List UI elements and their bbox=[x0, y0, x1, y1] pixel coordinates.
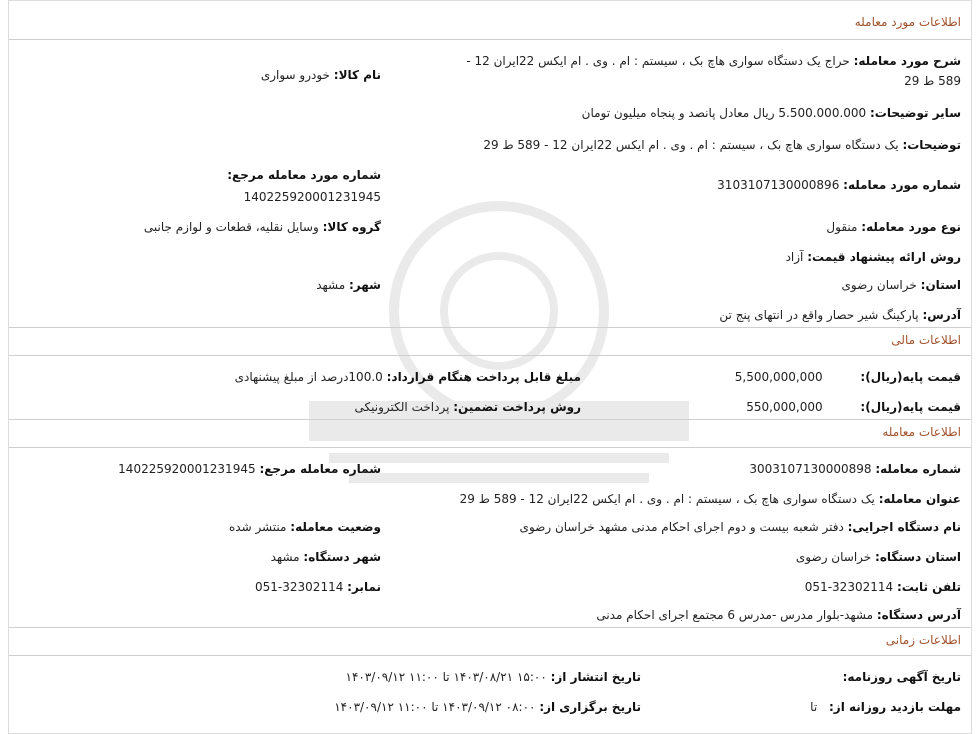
ref-deal-number bbox=[227, 165, 381, 185]
other-description-label: سایر توضیحات: bbox=[870, 106, 961, 120]
deal-number-value: 3103107130000896 bbox=[717, 178, 840, 192]
payable-at-contract-value: 100.0درصد از مبلغ پیشنهادی bbox=[234, 370, 383, 384]
province bbox=[842, 275, 961, 295]
payable-at-contract bbox=[235, 367, 581, 387]
goods-group-label: گروه کالا: bbox=[322, 220, 381, 234]
deal-number bbox=[717, 175, 961, 195]
financial-info-section-title: اطلاعات مالی bbox=[891, 333, 961, 347]
publish-date-value: ۱۵:۰۰ ۱۴۰۳/۰۸/۲۱ تا ۱۱:۰۰ ۱۴۰۳/۰۹/۱۲ bbox=[345, 670, 547, 684]
daily-visit-deadline bbox=[810, 697, 961, 717]
ref-deal-number-value-row bbox=[244, 187, 381, 207]
guarantee-method-label: روش پرداخت تضمین: bbox=[453, 400, 581, 414]
base-price-1-label: قیمت پایه(ریال): bbox=[860, 370, 961, 384]
address bbox=[719, 305, 961, 325]
city-label: شهر: bbox=[349, 278, 381, 292]
hold-date-label: تاریخ برگزاری از: bbox=[539, 700, 641, 714]
transaction-status bbox=[229, 517, 381, 537]
goods-name-label: نام کالا: bbox=[333, 68, 381, 82]
transaction-number-value: 3003107130000898 bbox=[749, 462, 872, 476]
time-info-section-title: اطلاعات زمانی bbox=[885, 633, 961, 647]
executive-org bbox=[520, 517, 961, 537]
base-price-2-label: قیمت پایه(ریال): bbox=[860, 400, 961, 414]
newspaper-date bbox=[843, 667, 961, 687]
publish-date-label: تاریخ انتشار از: bbox=[550, 670, 641, 684]
section-divider bbox=[9, 39, 971, 40]
deal-info-section-title: اطلاعات مورد معامله bbox=[854, 15, 961, 29]
hold-date-value: ۰۸:۰۰ ۱۴۰۳/۰۹/۱۲ تا ۱۱:۰۰ ۱۴۰۳/۰۹/۱۲ bbox=[334, 700, 536, 714]
transaction-status-label: وضعیت معامله: bbox=[290, 520, 381, 534]
address-value: پارکینگ شیر حصار واقع در انتهای پنج تن bbox=[719, 308, 919, 322]
deal-description-value: حراج یک دستگاه سواری هاچ بک ، سیستم : ام . وی . ام ایکس 22ایران 12 - 589 ط 29 bbox=[466, 54, 961, 88]
guarantee-method bbox=[355, 397, 581, 417]
other-description bbox=[582, 103, 961, 123]
org-city-value: مشهد bbox=[270, 550, 300, 564]
newspaper-date-label: تاریخ آگهی روزنامه: bbox=[842, 670, 961, 684]
org-address bbox=[596, 605, 961, 625]
executive-org-label: نام دستگاه اجرایی: bbox=[847, 520, 961, 534]
ref-deal-number-label: شماره مورد معامله مرجع: bbox=[227, 168, 381, 182]
section-divider bbox=[9, 447, 971, 448]
offer-method-label: روش ارائه پیشنهاد قیمت: bbox=[807, 250, 961, 264]
phone bbox=[805, 577, 961, 597]
phone-label: تلفن ثابت: bbox=[896, 580, 961, 594]
other-description-value: 5.500.000.000 ریال معادل پانصد و پنجاه میلیون تومان bbox=[581, 106, 867, 120]
daily-visit-deadline-label: مهلت بازدید روزانه از: bbox=[829, 700, 961, 714]
org-city bbox=[271, 547, 381, 567]
transaction-title-value: یک دستگاه سواری هاچ بک ، سیستم : ام . وی . ام ایکس 22ایران 12 - 589 ط 29 bbox=[459, 492, 875, 506]
section-divider bbox=[9, 627, 971, 628]
city-value: مشهد bbox=[316, 278, 346, 292]
deal-number-label: شماره مورد معامله: bbox=[843, 178, 961, 192]
base-price-1-value: 5,500,000,000 bbox=[734, 370, 823, 384]
base-price-2-value: 550,000,000 bbox=[746, 400, 823, 414]
deal-notes bbox=[483, 135, 961, 155]
base-price-2 bbox=[746, 397, 961, 417]
fax-value: 32302114-051 bbox=[255, 580, 344, 594]
deal-notes-value: یک دستگاه سواری هاچ بک ، سیستم : ام . وی . ام ایکس 22ایران 12 - 589 ط 29 bbox=[483, 138, 899, 152]
transaction-title bbox=[460, 489, 961, 509]
base-price-1 bbox=[735, 367, 961, 387]
deal-type-value: منقول bbox=[826, 220, 858, 234]
deal-type-label: نوع مورد معامله: bbox=[861, 220, 961, 234]
hold-date bbox=[334, 697, 641, 717]
offer-method-value: آزاد bbox=[785, 250, 804, 264]
province-value: خراسان رضوی bbox=[841, 278, 917, 292]
section-divider bbox=[9, 327, 971, 328]
deal-description-label: شرح مورد معامله: bbox=[853, 54, 961, 68]
org-province-label: استان دستگاه: bbox=[875, 550, 961, 564]
address-label: آدرس: bbox=[922, 308, 961, 322]
transaction-title-label: عنوان معامله: bbox=[878, 492, 961, 506]
city bbox=[316, 275, 381, 295]
goods-name-value: خودرو سواری bbox=[260, 68, 330, 82]
section-divider bbox=[9, 419, 971, 420]
transaction-number bbox=[749, 459, 961, 479]
org-city-label: شهر دستگاه: bbox=[303, 550, 381, 564]
daily-visit-deadline-value: تا bbox=[810, 700, 818, 714]
guarantee-method-value: پرداخت الکترونیکی bbox=[354, 400, 450, 414]
fax bbox=[255, 577, 381, 597]
ref-transaction-number-label: شماره معامله مرجع: bbox=[259, 462, 381, 476]
payable-at-contract-label: مبلغ قابل پرداخت هنگام قرارداد: bbox=[386, 370, 581, 384]
section-divider bbox=[9, 655, 971, 656]
deal-type bbox=[826, 217, 961, 237]
deal-notes-label: توضیحات: bbox=[902, 138, 961, 152]
goods-group bbox=[144, 217, 381, 237]
org-province bbox=[796, 547, 961, 567]
ref-transaction-number-value: 140225920001231945 bbox=[118, 462, 256, 476]
org-address-value: مشهد-بلوار مدرس -مدرس 6 مجتمع اجرای احکام مدنی bbox=[596, 608, 874, 622]
org-province-value: خراسان رضوی bbox=[795, 550, 872, 564]
fax-label: نمابر: bbox=[347, 580, 381, 594]
section-divider bbox=[9, 355, 971, 356]
deal-details-page bbox=[8, 0, 972, 734]
org-address-label: آدرس دستگاه: bbox=[876, 608, 961, 622]
publish-date bbox=[346, 667, 641, 687]
executive-org-value: دفتر شعبه بیست و دوم اجرای احکام مدنی مشهد خراسان رضوی bbox=[519, 520, 844, 534]
transaction-info-section-title: اطلاعات معامله bbox=[882, 425, 961, 439]
ref-transaction-number bbox=[118, 459, 381, 479]
deal-description bbox=[441, 51, 961, 91]
offer-method bbox=[786, 247, 961, 267]
transaction-number-label: شماره معامله: bbox=[875, 462, 961, 476]
parsnamaddata-watermark-logo bbox=[289, 191, 709, 501]
phone-value: 32302114-051 bbox=[804, 580, 894, 594]
province-label: استان: bbox=[920, 278, 961, 292]
transaction-status-value: منتشر شده bbox=[228, 520, 287, 534]
goods-group-value: وسایل نقلیه، قطعات و لوازم جانبی bbox=[143, 220, 319, 234]
ref-deal-number-value: 140225920001231945 bbox=[243, 190, 381, 204]
goods-name bbox=[261, 65, 381, 85]
